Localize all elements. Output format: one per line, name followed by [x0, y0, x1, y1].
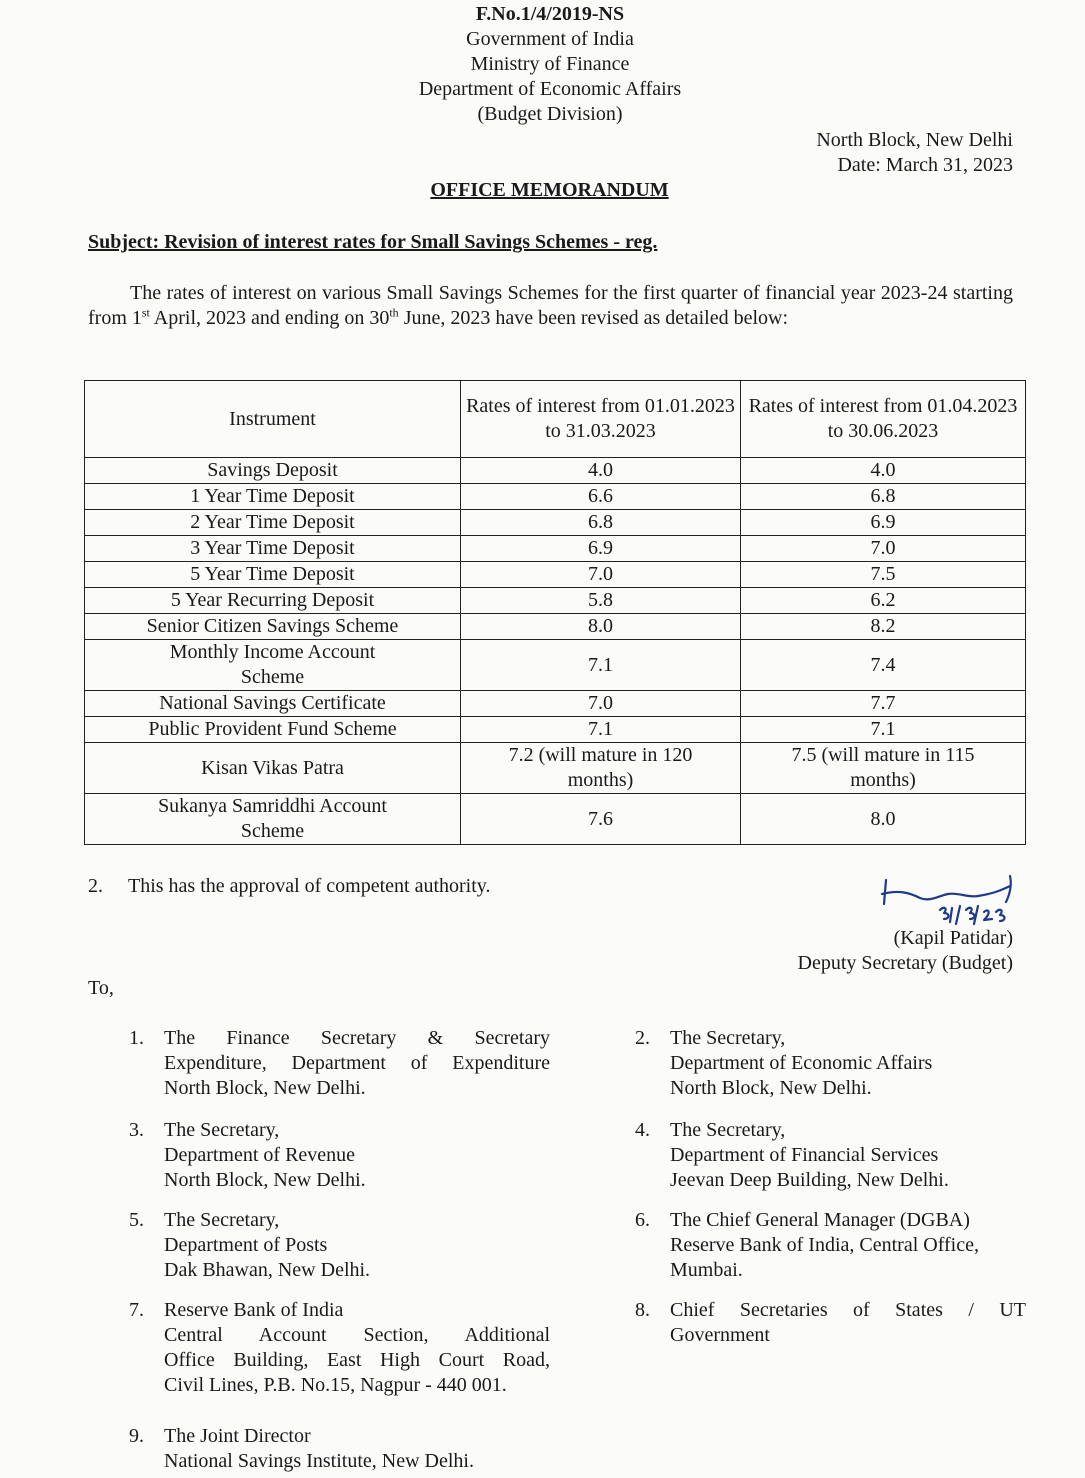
addressee-text — [670, 1118, 949, 1193]
place-date — [816, 128, 1013, 178]
cell-new-rate: 7.7 — [741, 691, 1026, 717]
cell-new-rate: 7.5 — [741, 562, 1026, 588]
intro-sup-2: th — [389, 305, 399, 320]
addressee-line: Office Building, East High Court Road, — [164, 1349, 550, 1371]
addressee-text — [670, 1208, 979, 1283]
addressee-line: The Chief General Manager (DGBA) — [670, 1209, 970, 1231]
cell-new-rate: 6.2 — [741, 588, 1026, 614]
signatory-name: (Kapil Patidar) — [893, 927, 1013, 949]
cell-new-rate: 7.5 (will mature in 115 months) — [741, 743, 1026, 794]
cell-old-rate: 6.9 — [461, 536, 741, 562]
addressee-line: North Block, New Delhi. — [164, 1077, 366, 1099]
addressee-line: Department of Revenue — [164, 1144, 356, 1166]
addressee-number: 9. — [129, 1425, 144, 1447]
addressee-line: The Finance Secretary & Secretary — [164, 1027, 550, 1049]
cell-old-rate: 7.1 — [461, 640, 741, 691]
intro-part-3: June, 2023 have been revised as detailed below: — [398, 307, 789, 329]
addressee-number: 4. — [635, 1119, 650, 1141]
table-row — [85, 640, 1026, 691]
addressee-line: Reserve Bank of India — [164, 1299, 344, 1321]
cell-new-rate: 7.1 — [741, 717, 1026, 743]
addressee-line: Expenditure, Department of Expenditure — [164, 1052, 550, 1074]
intro-part-2: April, 2023 and ending on 30 — [149, 307, 390, 329]
addressee-number: 3. — [129, 1119, 144, 1141]
addressee-line: Government — [670, 1324, 770, 1346]
addressee-line: National Savings Institute, New Delhi. — [164, 1450, 474, 1472]
addressee-text — [670, 1298, 1026, 1348]
govt-line: Government of India — [466, 28, 634, 50]
table-row — [85, 743, 1026, 794]
table-row — [85, 484, 1026, 510]
memo-title: OFFICE MEMORANDUM — [430, 179, 669, 201]
cell-old-rate: 7.2 (will mature in 120 months) — [461, 743, 741, 794]
cell-new-rate: 8.0 — [741, 794, 1026, 845]
cell-new-rate: 4.0 — [741, 458, 1026, 484]
addressee-line: Chief Secretaries of States / UT — [670, 1299, 1026, 1321]
cell-new-rate: 7.4 — [741, 640, 1026, 691]
cell-instrument: 3 Year Time Deposit — [85, 536, 461, 562]
addressee-line: The Secretary, — [164, 1209, 280, 1231]
addressee-line: Dak Bhawan, New Delhi. — [164, 1259, 371, 1281]
cell-old-rate: 8.0 — [461, 614, 741, 640]
cell-instrument: Monthly Income Account Scheme — [85, 640, 461, 691]
addressee-line: North Block, New Delhi. — [164, 1169, 366, 1191]
cell-instrument: Kisan Vikas Patra — [85, 743, 461, 794]
addressee-text — [164, 1298, 550, 1398]
table-row — [85, 717, 1026, 743]
to-label: To, — [88, 977, 114, 999]
date: Date: March 31, 2023 — [837, 154, 1013, 176]
addressee-line: Department of Financial Services — [670, 1144, 939, 1166]
cell-instrument: Public Provident Fund Scheme — [85, 717, 461, 743]
cell-old-rate: 6.8 — [461, 510, 741, 536]
signatory — [798, 926, 1013, 976]
addressee-line: Mumbai. — [670, 1259, 743, 1281]
signature-image — [878, 872, 1038, 927]
addressee-text — [164, 1026, 550, 1101]
table-row — [85, 614, 1026, 640]
cell-new-rate: 6.8 — [741, 484, 1026, 510]
cell-instrument: Savings Deposit — [85, 458, 461, 484]
cell-old-rate: 7.0 — [461, 691, 741, 717]
approval-paragraph — [88, 874, 491, 899]
addressee-number: 6. — [635, 1209, 650, 1231]
table-header-row — [85, 381, 1026, 458]
intro-paragraph — [88, 281, 1013, 331]
cell-old-rate: 7.0 — [461, 562, 741, 588]
table-row — [85, 562, 1026, 588]
cell-instrument: 5 Year Time Deposit — [85, 562, 461, 588]
cell-instrument: National Savings Certificate — [85, 691, 461, 717]
addressee-line: The Secretary, — [670, 1027, 786, 1049]
table-row — [85, 691, 1026, 717]
addressee-number: 1. — [129, 1027, 144, 1049]
addressee-line: Jeevan Deep Building, New Delhi. — [670, 1169, 949, 1191]
cell-old-rate: 4.0 — [461, 458, 741, 484]
col-header-new-rate: Rates of interest from 01.04.2023 to 30.06.2023 — [741, 381, 1026, 458]
table-row — [85, 536, 1026, 562]
addressee-line: Civil Lines, P.B. No.15, Nagpur - 440 001. — [164, 1374, 507, 1396]
cell-instrument: Sukanya Samriddhi Account Scheme — [85, 794, 461, 845]
place: North Block, New Delhi — [816, 129, 1013, 151]
cell-instrument: 5 Year Recurring Deposit — [85, 588, 461, 614]
addressee-line: North Block, New Delhi. — [670, 1077, 872, 1099]
cell-instrument: 1 Year Time Deposit — [85, 484, 461, 510]
addressee-text — [164, 1424, 474, 1474]
cell-new-rate: 6.9 — [741, 510, 1026, 536]
cell-instrument: Senior Citizen Savings Scheme — [85, 614, 461, 640]
addressee-text — [670, 1026, 932, 1101]
addressee-number: 7. — [129, 1299, 144, 1321]
addressee-number: 5. — [129, 1209, 144, 1231]
cell-old-rate: 6.6 — [461, 484, 741, 510]
letterhead — [300, 2, 800, 127]
cell-old-rate: 7.1 — [461, 717, 741, 743]
department-line: Department of Economic Affairs — [418, 78, 682, 100]
addressee-text — [164, 1118, 366, 1193]
table-row — [85, 794, 1026, 845]
cell-old-rate: 7.6 — [461, 794, 741, 845]
addressee-line: Department of Posts — [164, 1234, 328, 1256]
addressee-number: 8. — [635, 1299, 650, 1321]
file-number: F.No.1/4/2019-NS — [475, 3, 625, 25]
approval-text: This has the approval of competent authority. — [128, 875, 491, 897]
col-header-instrument: Instrument — [85, 381, 461, 458]
addressee-line: Central Account Section, Additional — [164, 1324, 550, 1346]
addressee-line: The Secretary, — [670, 1119, 786, 1141]
table-row — [85, 458, 1026, 484]
addressee-line: Reserve Bank of India, Central Office, — [670, 1234, 979, 1256]
addressee-text — [164, 1208, 370, 1283]
signatory-designation: Deputy Secretary (Budget) — [797, 952, 1013, 974]
cell-old-rate: 5.8 — [461, 588, 741, 614]
division-line: (Budget Division) — [477, 103, 623, 125]
col-header-old-rate: Rates of interest from 01.01.2023 to 31.03.2023 — [461, 381, 741, 458]
cell-new-rate: 7.0 — [741, 536, 1026, 562]
addressee-line: Department of Economic Affairs — [670, 1052, 933, 1074]
subject-line: Subject: Revision of interest rates for Small Savings Schemes - reg. — [88, 231, 658, 253]
intro-sup-1: st — [141, 305, 150, 320]
addressee-number: 2. — [635, 1027, 650, 1049]
table-row — [85, 510, 1026, 536]
ministry-line: Ministry of Finance — [470, 53, 630, 75]
addressee-line: The Secretary, — [164, 1119, 280, 1141]
interest-rates-table — [84, 380, 1026, 845]
cell-new-rate: 8.2 — [741, 614, 1026, 640]
table-row — [85, 588, 1026, 614]
addressee-line: The Joint Director — [164, 1425, 311, 1447]
approval-number: 2. — [88, 875, 103, 897]
cell-instrument: 2 Year Time Deposit — [85, 510, 461, 536]
intro-part-1: The rates of interest on various Small Savings Schemes for the first quarter of financial year 2023-24 starting from 1 — [88, 282, 1013, 329]
